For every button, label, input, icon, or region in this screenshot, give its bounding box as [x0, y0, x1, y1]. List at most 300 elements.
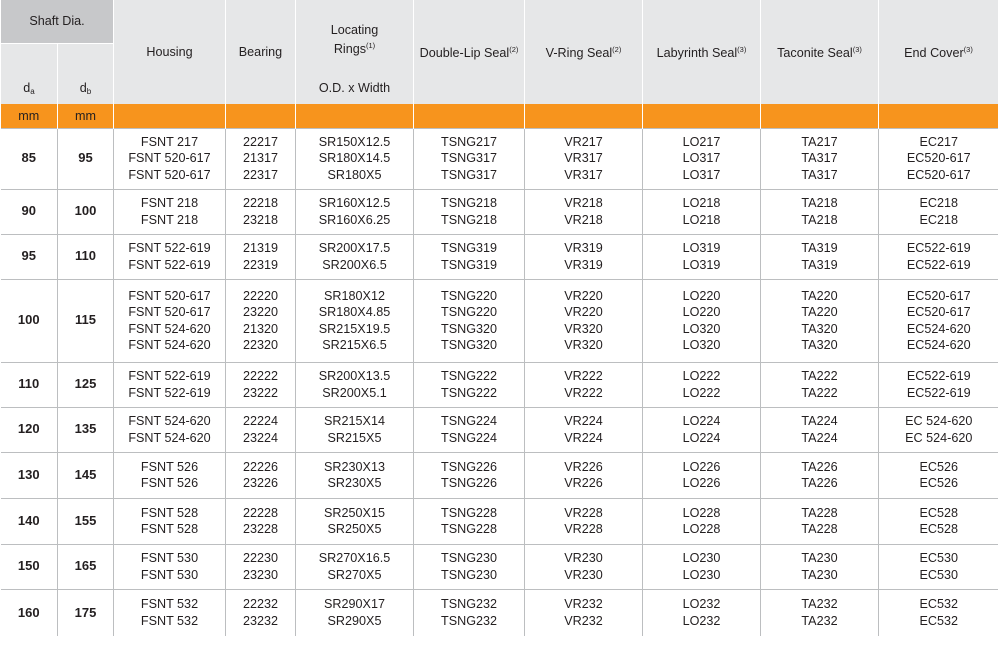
taconite-seal-cell [761, 544, 879, 589]
labyrinth-seal-value: LO317 [682, 151, 721, 166]
housing-value: FSNT 522-619 [128, 385, 211, 400]
bearing-value: 21320 [242, 321, 279, 336]
bearing-value: 23224 [242, 430, 279, 445]
double-lip-seal-cell [414, 362, 525, 407]
end-cover-cell [879, 589, 998, 636]
db-cell: 175 [58, 589, 114, 636]
labyrinth-seal-header: Labyrinth Seal$^{(3)}$ [643, 0, 761, 104]
labyrinth-seal-value: LO320 [682, 321, 721, 336]
db-header: $d_b$ [58, 43, 114, 104]
da-cell: 130 [1, 452, 58, 498]
end-cover-cell [879, 498, 998, 544]
locating-rings-value: SR200X5.1 [322, 385, 387, 400]
housing-value: FSNT 524-620 [128, 337, 211, 352]
end-cover-value: EC532 [919, 613, 958, 628]
bearing-value: 22218 [242, 196, 279, 211]
labyrinth-seal-cell [643, 407, 761, 452]
end-cover-value: EC524-620 [906, 337, 971, 352]
bearing-cell [226, 407, 296, 452]
housing-cell [114, 189, 226, 234]
double-lip-seal-cell [414, 279, 525, 362]
bearing-value: 22222 [242, 369, 279, 384]
double-lip-seal-value: TSNG228 [441, 522, 497, 536]
end-cover-value: EC 524-620 [905, 414, 973, 429]
da-unit: mm [1, 104, 58, 128]
double-lip-seal-value: TSNG217 [441, 134, 497, 149]
labyrinth-seal-value: LO217 [682, 134, 721, 149]
housing-value: FSNT 524-620 [128, 430, 211, 445]
end-cover-cell [879, 362, 998, 407]
end-cover-value: EC522-619 [906, 385, 971, 400]
locating-rings-value: SR230X13 [324, 459, 385, 474]
db-cell: 135 [58, 407, 114, 452]
double-lip-seal-value: TSNG224 [441, 430, 497, 445]
labyrinth-seal-value: LO228 [682, 522, 721, 536]
bearing-value: 23228 [242, 522, 279, 536]
da-cell: 120 [1, 407, 58, 452]
bearing-value: 22217 [242, 134, 279, 149]
taconite-seal-value: TA218 [801, 212, 838, 227]
v-ring-seal-value: VR317 [564, 167, 603, 182]
housing-cell [114, 128, 226, 189]
double-lip-seal-cell [414, 498, 525, 544]
labyrinth-seal-value: LO224 [682, 414, 721, 429]
v-ring-seal-value: VR220 [564, 305, 603, 320]
locating-rings-value: SR250X15 [324, 505, 385, 520]
housing-cell [114, 544, 226, 589]
double-lip-seal-value: TSNG224 [441, 414, 497, 429]
double-lip-seal-value: TSNG317 [441, 167, 497, 182]
v-ring-seal-cell [525, 498, 643, 544]
taconite-seal-cell [761, 189, 879, 234]
da-cell: 140 [1, 498, 58, 544]
v-ring-seal-value: VR232 [564, 597, 603, 612]
housing-value: FSNT 522-619 [128, 257, 211, 272]
da-cell: 150 [1, 544, 58, 589]
db-cell: 115 [58, 279, 114, 362]
double-lip-seal-cell [414, 128, 525, 189]
bearing-value: 22320 [242, 337, 279, 352]
double-lip-seal-value: TSNG226 [441, 459, 497, 474]
locating-rings-value: SR180X5 [327, 167, 382, 182]
end-cover-cell [879, 544, 998, 589]
end-cover-value: EC 524-620 [905, 430, 973, 445]
labyrinth-seal-value: LO232 [682, 597, 721, 612]
labyrinth-seal-value: LO319 [682, 257, 721, 272]
housing-value: FSNT 520-617 [128, 167, 211, 182]
labyrinth-seal-value: LO218 [682, 212, 721, 227]
v-ring-seal-value: VR319 [564, 241, 603, 256]
labyrinth-seal-value: LO230 [682, 551, 721, 566]
db-cell: 110 [58, 234, 114, 279]
double-lip-seal-value: TSNG320 [441, 321, 497, 336]
double-lip-seal-value: TSNG230 [441, 567, 497, 582]
v-ring-seal-cell [525, 589, 643, 636]
v-ring-seal-cell [525, 189, 643, 234]
bearing-cell [226, 498, 296, 544]
locating-rings-cell [296, 128, 414, 189]
labyrinth-seal-value: LO232 [682, 613, 721, 628]
v-ring-seal-value: VR224 [564, 414, 603, 429]
bearing-value: 23226 [242, 476, 279, 490]
housing-value: FSNT 528 [140, 522, 199, 536]
bearing-value: 23232 [242, 613, 279, 628]
table-row [1, 452, 998, 498]
v-ring-seal-value: VR217 [564, 134, 603, 149]
locating-rings-value: SR290X5 [327, 613, 382, 628]
double-lip-seal-value: TSNG317 [441, 151, 497, 166]
locating-rings-cell [296, 362, 414, 407]
labyrinth-seal-cell [643, 128, 761, 189]
taconite-seal-value: TA317 [801, 167, 838, 182]
housing-header: Housing [114, 0, 226, 104]
labyrinth-seal-cell [643, 589, 761, 636]
double-lip-seal-cell [414, 452, 525, 498]
v-ring-seal-value: VR218 [564, 212, 603, 227]
v-ring-seal-cell [525, 362, 643, 407]
taconite-seal-value: TA217 [801, 134, 838, 149]
housing-value: FSNT 528 [140, 505, 199, 520]
end-cover-value: EC532 [919, 597, 958, 612]
labyrinth-seal-value: LO319 [682, 241, 721, 256]
end-cover-cell [879, 407, 998, 452]
v-ring-seal-value: VR230 [564, 567, 603, 582]
bearing-cell [226, 128, 296, 189]
bearing-value: 22220 [242, 288, 279, 303]
bearing-value: 21319 [242, 241, 279, 256]
table-row [1, 189, 998, 234]
taconite-seal-cell [761, 128, 879, 189]
end-cover-value: EC526 [919, 459, 958, 474]
locating-rings-subheader: O.D. x Width [318, 81, 391, 95]
housing-cell [114, 234, 226, 279]
double-lip-seal-value: TSNG232 [441, 597, 497, 612]
locating-rings-value: SR250X5 [327, 522, 382, 536]
housing-value: FSNT 218 [140, 212, 199, 227]
end-cover-value: EC524-620 [906, 321, 971, 336]
housing-value: FSNT 520-617 [128, 305, 211, 320]
end-cover-cell [879, 279, 998, 362]
da-cell: 160 [1, 589, 58, 636]
taconite-seal-value: TA220 [801, 288, 838, 303]
labyrinth-seal-value: LO220 [682, 305, 721, 320]
end-cover-value: EC522-619 [906, 241, 971, 256]
v-ring-seal-value: VR228 [564, 522, 603, 536]
bearing-value: 22230 [242, 551, 279, 566]
labyrinth-seal-cell [643, 498, 761, 544]
housing-value: FSNT 520-617 [128, 288, 211, 303]
double-lip-seal-cell [414, 407, 525, 452]
housing-cell [114, 452, 226, 498]
da-cell: 95 [1, 234, 58, 279]
taconite-seal-value: TA224 [801, 414, 838, 429]
housing-cell [114, 407, 226, 452]
locating-rings-value: SR270X5 [327, 567, 382, 582]
labyrinth-seal-value: LO218 [682, 196, 721, 211]
bearing-cell [226, 589, 296, 636]
db-cell: 165 [58, 544, 114, 589]
labyrinth-seal-value: LO222 [682, 385, 721, 400]
locating-rings-value: SR200X6.5 [322, 257, 387, 272]
double-lip-seal-value: TSNG222 [441, 369, 497, 384]
taconite-seal-value: TA222 [801, 369, 838, 384]
v-ring-seal-cell [525, 452, 643, 498]
double-lip-seal-value: TSNG218 [441, 212, 497, 227]
housing-value: FSNT 218 [140, 196, 199, 211]
labyrinth-seal-cell [643, 279, 761, 362]
taconite-seal-value: TA230 [801, 567, 838, 582]
end-cover-value: EC522-619 [906, 369, 971, 384]
labyrinth-seal-value: LO228 [682, 505, 721, 520]
housing-value: FSNT 522-619 [128, 369, 211, 384]
housing-cell [114, 362, 226, 407]
table-row [1, 589, 998, 636]
labyrinth-seal-value: LO220 [682, 288, 721, 303]
housing-value: FSNT 526 [140, 476, 199, 490]
locating-rings-cell [296, 234, 414, 279]
labyrinth-seal-cell [643, 452, 761, 498]
bearing-header: Bearing [226, 0, 296, 104]
housing-value: FSNT 532 [140, 613, 199, 628]
bearing-value: 22317 [242, 167, 279, 182]
table-row [1, 544, 998, 589]
taconite-seal-cell [761, 279, 879, 362]
labyrinth-seal-value: LO317 [682, 167, 721, 182]
end-cover-value: EC530 [919, 567, 958, 582]
end-cover-cell [879, 234, 998, 279]
locating-rings-cell [296, 452, 414, 498]
taconite-seal-value: TA224 [801, 430, 838, 445]
housing-value: FSNT 532 [140, 597, 199, 612]
v-ring-seal-value: VR220 [564, 288, 603, 303]
v-ring-seal-value: VR319 [564, 257, 603, 272]
taconite-seal-value: TA220 [801, 305, 838, 320]
taconite-seal-value: TA317 [801, 151, 838, 166]
taconite-seal-value: TA232 [801, 613, 838, 628]
end-cover-value: EC522-619 [906, 257, 971, 272]
housing-value: FSNT 524-620 [128, 414, 211, 429]
end-cover-header: End Cover$^{(3)}$ [879, 0, 998, 104]
housing-value: FSNT 520-617 [128, 151, 211, 166]
v-ring-seal-value: VR226 [564, 476, 603, 490]
shaft-dia-header: Shaft Dia. [1, 0, 114, 43]
locating-rings-value: SR290X17 [324, 597, 385, 612]
bearing-value: 23222 [242, 385, 279, 400]
taconite-seal-value: TA319 [801, 241, 838, 256]
end-cover-value: EC530 [919, 551, 958, 566]
table-row [1, 279, 998, 362]
bearing-value: 22226 [242, 459, 279, 474]
labyrinth-seal-cell [643, 544, 761, 589]
taconite-seal-value: TA320 [801, 337, 838, 352]
da-cell: 100 [1, 279, 58, 362]
locating-rings-value: SR215X19.5 [318, 321, 391, 336]
taconite-seal-value: TA228 [801, 505, 838, 520]
v-ring-seal-value: VR228 [564, 505, 603, 520]
locating-rings-value: SR180X4.85 [318, 305, 391, 320]
end-cover-value: EC526 [919, 476, 958, 490]
housing-value: FSNT 530 [140, 551, 199, 566]
locating-rings-cell [296, 544, 414, 589]
double-lip-seal-value: TSNG218 [441, 196, 497, 211]
housing-value: FSNT 530 [140, 567, 199, 582]
double-lip-seal-value: TSNG220 [441, 305, 497, 320]
v-ring-seal-value: VR222 [564, 385, 603, 400]
bearing-value: 22228 [242, 505, 279, 520]
labyrinth-seal-value: LO226 [682, 459, 721, 474]
bearing-value: 23230 [242, 567, 279, 582]
end-cover-cell [879, 189, 998, 234]
double-lip-seal-header: Double-Lip Seal$^{(2)}$ [414, 0, 525, 104]
table-row [1, 407, 998, 452]
locating-rings-cell [296, 279, 414, 362]
labyrinth-seal-value: LO320 [682, 337, 721, 352]
bearing-cell [226, 234, 296, 279]
bearing-value: 22319 [242, 257, 279, 272]
taconite-seal-value: TA222 [801, 385, 838, 400]
locating-rings-value: SR180X12 [324, 288, 385, 303]
double-lip-seal-value: TSNG232 [441, 613, 497, 628]
bearing-cell [226, 189, 296, 234]
taconite-seal-cell [761, 407, 879, 452]
taconite-seal-cell [761, 234, 879, 279]
table-row [1, 234, 998, 279]
housing-cell [114, 589, 226, 636]
taconite-seal-value: TA226 [801, 476, 838, 490]
end-cover-value: EC520-617 [906, 167, 971, 182]
locating-rings-value: SR270X16.5 [318, 551, 391, 566]
locating-rings-cell [296, 407, 414, 452]
taconite-seal-value: TA232 [801, 597, 838, 612]
v-ring-seal-value: VR320 [564, 337, 603, 352]
v-ring-seal-cell [525, 128, 643, 189]
double-lip-seal-value: TSNG222 [441, 385, 497, 400]
double-lip-seal-value: TSNG220 [441, 288, 497, 303]
housing-value: FSNT 522-619 [128, 241, 211, 256]
housing-cell [114, 279, 226, 362]
taconite-seal-value: TA230 [801, 551, 838, 566]
locating-rings-value: SR215X6.5 [322, 337, 387, 352]
locating-rings-value: SR160X12.5 [318, 196, 391, 211]
locating-rings-value: SR230X5 [327, 476, 382, 490]
end-cover-value: EC520-617 [906, 151, 971, 166]
taconite-seal-value: TA226 [801, 459, 838, 474]
v-ring-seal-value: VR218 [564, 196, 603, 211]
bearing-value: 22232 [242, 597, 279, 612]
taconite-seal-value: TA320 [801, 321, 838, 336]
locating-rings-value: SR200X17.5 [318, 241, 391, 256]
locating-rings-value: SR160X6.25 [318, 212, 391, 227]
table-body [1, 128, 998, 636]
db-cell: 145 [58, 452, 114, 498]
locating-rings-value: SR215X5 [327, 430, 382, 445]
double-lip-seal-value: TSNG319 [441, 257, 497, 272]
bearing-value: 22224 [242, 414, 279, 429]
v-ring-seal-cell [525, 544, 643, 589]
end-cover-value: EC218 [919, 212, 958, 227]
v-ring-seal-cell [525, 234, 643, 279]
end-cover-value: EC217 [919, 134, 958, 149]
double-lip-seal-cell [414, 589, 525, 636]
locating-rings-cell [296, 498, 414, 544]
table-row [1, 498, 998, 544]
units-row [1, 104, 998, 128]
double-lip-seal-value: TSNG319 [441, 241, 497, 256]
bearing-cell [226, 362, 296, 407]
end-cover-cell [879, 452, 998, 498]
end-cover-value: EC520-617 [906, 305, 971, 320]
db-cell: 100 [58, 189, 114, 234]
taconite-seal-cell [761, 452, 879, 498]
housing-value: FSNT 217 [140, 134, 199, 149]
taconite-seal-value: TA228 [801, 522, 838, 536]
locating-rings-cell [296, 589, 414, 636]
db-unit: mm [58, 104, 114, 128]
table-row [1, 128, 998, 189]
labyrinth-seal-value: LO222 [682, 369, 721, 384]
locating-rings-header: Locating Rings$^{(1)}$ O.D. x Width [296, 0, 414, 104]
taconite-seal-cell [761, 498, 879, 544]
v-ring-seal-value: VR226 [564, 459, 603, 474]
taconite-seal-cell [761, 362, 879, 407]
db-cell: 155 [58, 498, 114, 544]
housing-value: FSNT 524-620 [128, 321, 211, 336]
housing-value: FSNT 526 [140, 459, 199, 474]
locating-rings-value: SR180X14.5 [318, 151, 391, 166]
taconite-seal-cell [761, 589, 879, 636]
locating-rings-value: SR215X14 [324, 414, 385, 429]
table-row [1, 362, 998, 407]
v-ring-seal-value: VR230 [564, 551, 603, 566]
locating-rings-cell [296, 189, 414, 234]
v-ring-seal-value: VR222 [564, 369, 603, 384]
labyrinth-seal-cell [643, 234, 761, 279]
v-ring-seal-value: VR320 [564, 321, 603, 336]
da-cell: 85 [1, 128, 58, 189]
double-lip-seal-value: TSNG230 [441, 551, 497, 566]
bearing-value: 23218 [242, 212, 279, 227]
db-cell: 95 [58, 128, 114, 189]
bearing-cell [226, 452, 296, 498]
da-cell: 110 [1, 362, 58, 407]
v-ring-seal-value: VR224 [564, 430, 603, 445]
labyrinth-seal-value: LO226 [682, 476, 721, 490]
taconite-seal-value: TA319 [801, 257, 838, 272]
v-ring-seal-header: V-Ring Seal$^{(2)}$ [525, 0, 643, 104]
locating-rings-value: SR200X13.5 [318, 369, 391, 384]
end-cover-cell [879, 128, 998, 189]
locating-rings-value: SR150X12.5 [318, 134, 391, 149]
da-cell: 90 [1, 189, 58, 234]
end-cover-value: EC528 [919, 522, 958, 536]
v-ring-seal-value: VR317 [564, 151, 603, 166]
labyrinth-seal-cell [643, 362, 761, 407]
taconite-seal-value: TA218 [801, 196, 838, 211]
double-lip-seal-value: TSNG228 [441, 505, 497, 520]
bearing-value: 23220 [242, 305, 279, 320]
v-ring-seal-cell [525, 407, 643, 452]
labyrinth-seal-value: LO224 [682, 430, 721, 445]
v-ring-seal-cell [525, 279, 643, 362]
double-lip-seal-cell [414, 544, 525, 589]
end-cover-value: EC218 [919, 196, 958, 211]
double-lip-seal-cell [414, 189, 525, 234]
db-cell: 125 [58, 362, 114, 407]
end-cover-value: EC520-617 [906, 288, 971, 303]
taconite-seal-header: Taconite Seal$^{(3)}$ [761, 0, 879, 104]
v-ring-seal-value: VR232 [564, 613, 603, 628]
bearing-value: 21317 [242, 151, 279, 166]
